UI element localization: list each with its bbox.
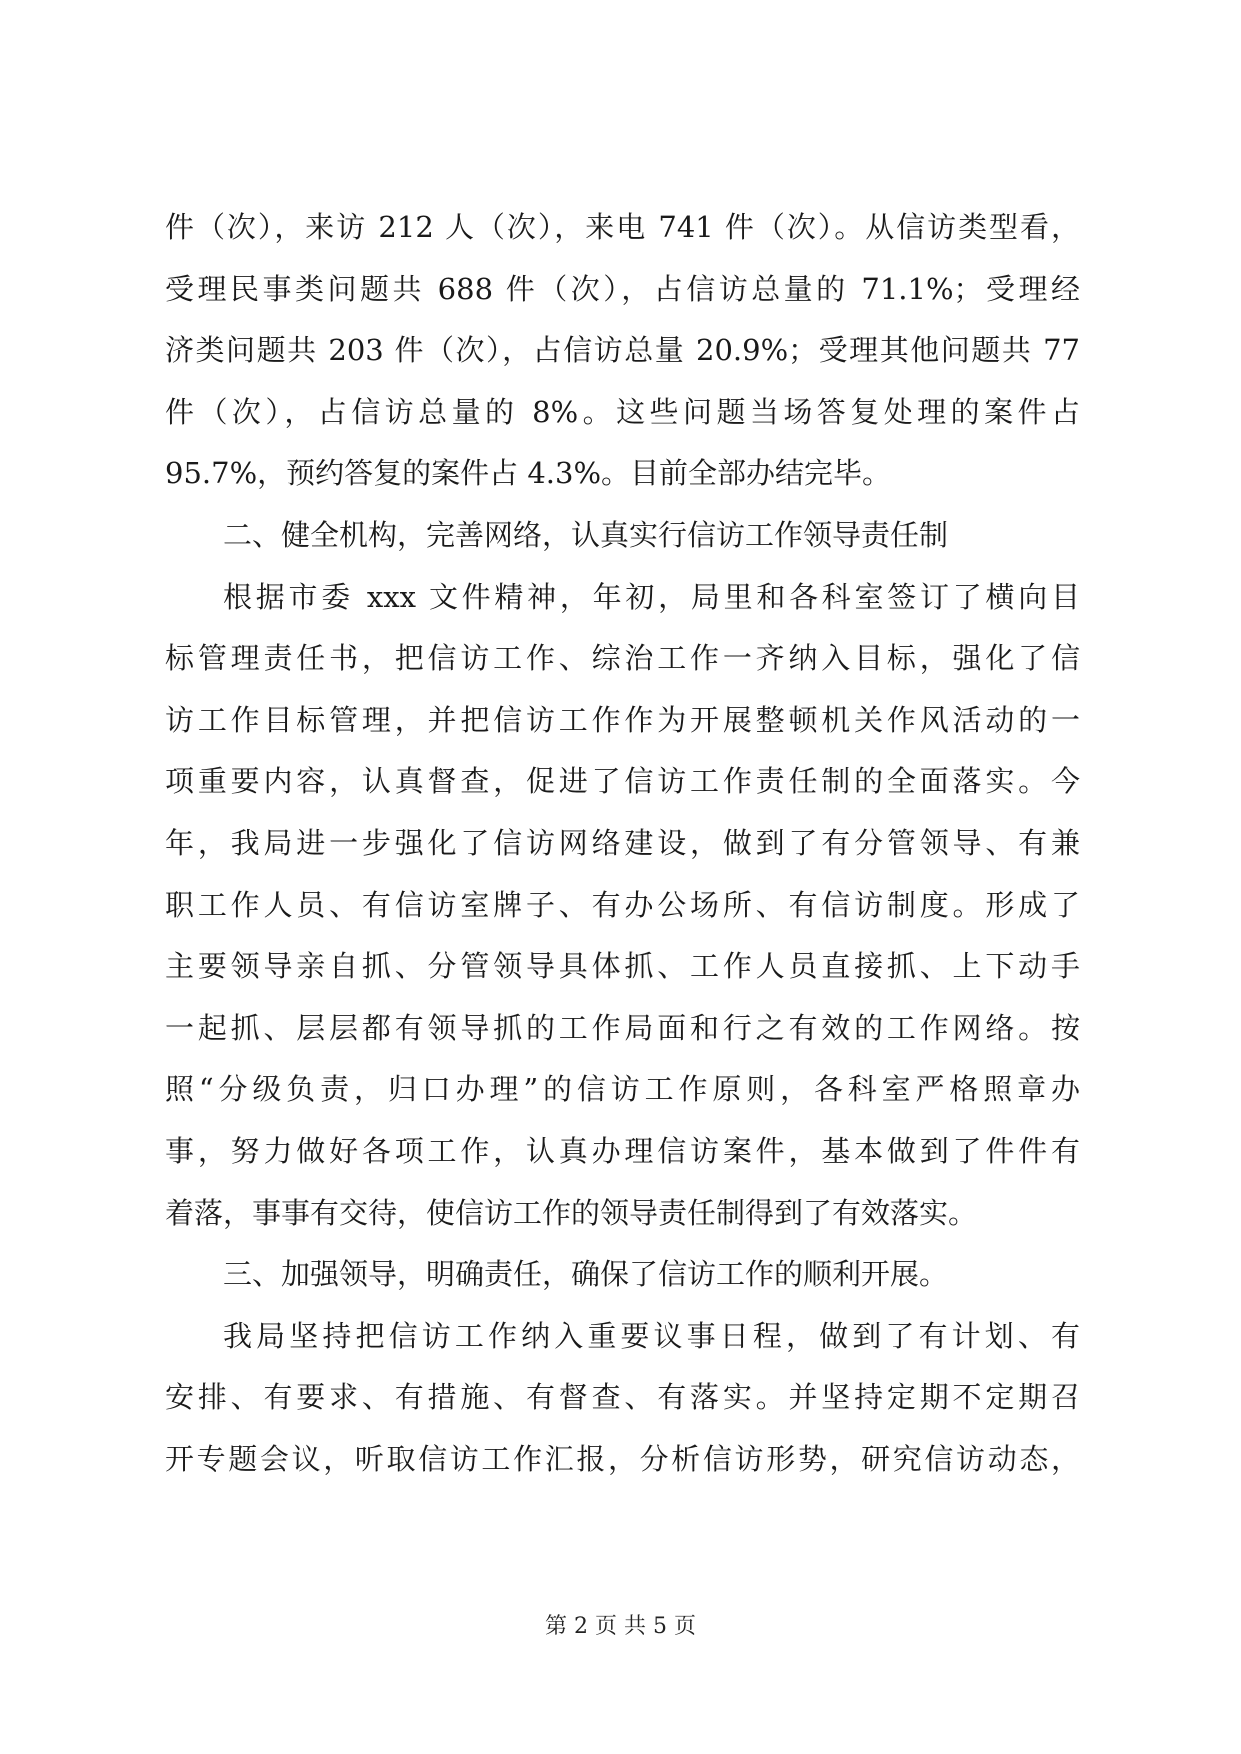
text-line: 件（次），占信访总量的 8%。这些问题当场答复处理的案件占: [165, 394, 1080, 429]
text-line: 年，我局进一步强化了信访网络建设，做到了有分管领导、有兼: [165, 825, 1080, 860]
paragraph-mechanism: [165, 567, 1080, 1245]
text-line: 项重要内容，认真督查，促进了信访工作责任制的全面落实。今: [165, 764, 1080, 799]
text-line: 着落，事事有交待，使信访工作的领导责任制得到了有效落实。: [165, 1195, 978, 1230]
text-line: 主要领导亲自抓、分管领导具体抓、工作人员直接抓、上下动手: [165, 949, 1080, 984]
text-line: 件（次），来访 212 人（次），来电 741 件（次）。从信访类型看，: [165, 210, 1080, 244]
text-line: 标管理责任书，把信访工作、综治工作一齐纳入目标，强化了信: [165, 641, 1080, 676]
text-line: 照“分级负责，归口办理”的信访工作原则，各科室严格照章办: [165, 1072, 1080, 1107]
text-line: 访工作目标管理，并把信访工作作为开展整顿机关作风活动的一: [165, 702, 1080, 737]
section-heading-2: [165, 505, 1080, 567]
section-heading-3: [165, 1244, 1080, 1306]
paragraph-statistics: [165, 197, 1080, 505]
text-line: 受理民事类问题共 688 件（次），占信访总量的 71.1%；受理经: [165, 271, 1080, 306]
page-body: [165, 197, 1080, 1490]
text-line: 事，努力做好各项工作，认真办理信访案件，基本做到了件件有: [165, 1133, 1080, 1168]
heading-line: 二、健全机构，完善网络，认真实行信访工作领导责任制: [223, 517, 949, 552]
text-line: 职工作人员、有信访室牌子、有办公场所、有信访制度。形成了: [165, 887, 1080, 922]
text-line: 我局坚持把信访工作纳入重要议事日程，做到了有计划、有: [223, 1318, 1080, 1353]
heading-line: 三、加强领导，明确责任，确保了信访工作的顺利开展。: [223, 1257, 949, 1292]
paragraph-leadership: [165, 1306, 1080, 1491]
page-number-footer: 第 2 页 共 5 页: [545, 1614, 696, 1639]
text-line: 济类问题共 203 件（次），占信访总量 20.9%；受理其他问题共 77: [165, 333, 1080, 368]
text-line: 安排、有要求、有措施、有督查、有落实。并坚持定期不定期召: [165, 1380, 1080, 1415]
text-line: 95.7%，预约答复的案件占 4.3%。目前全部办结完毕。: [165, 456, 892, 491]
text-line: 开专题会议，听取信访工作汇报，分析信访形势，研究信访动态，: [165, 1441, 1080, 1476]
text-line: 一起抓、层层都有领导抓的工作局面和行之有效的工作网络。按: [165, 1010, 1080, 1045]
text-line: 根据市委 xxx 文件精神，年初，局里和各科室签订了横向目: [223, 579, 1080, 614]
